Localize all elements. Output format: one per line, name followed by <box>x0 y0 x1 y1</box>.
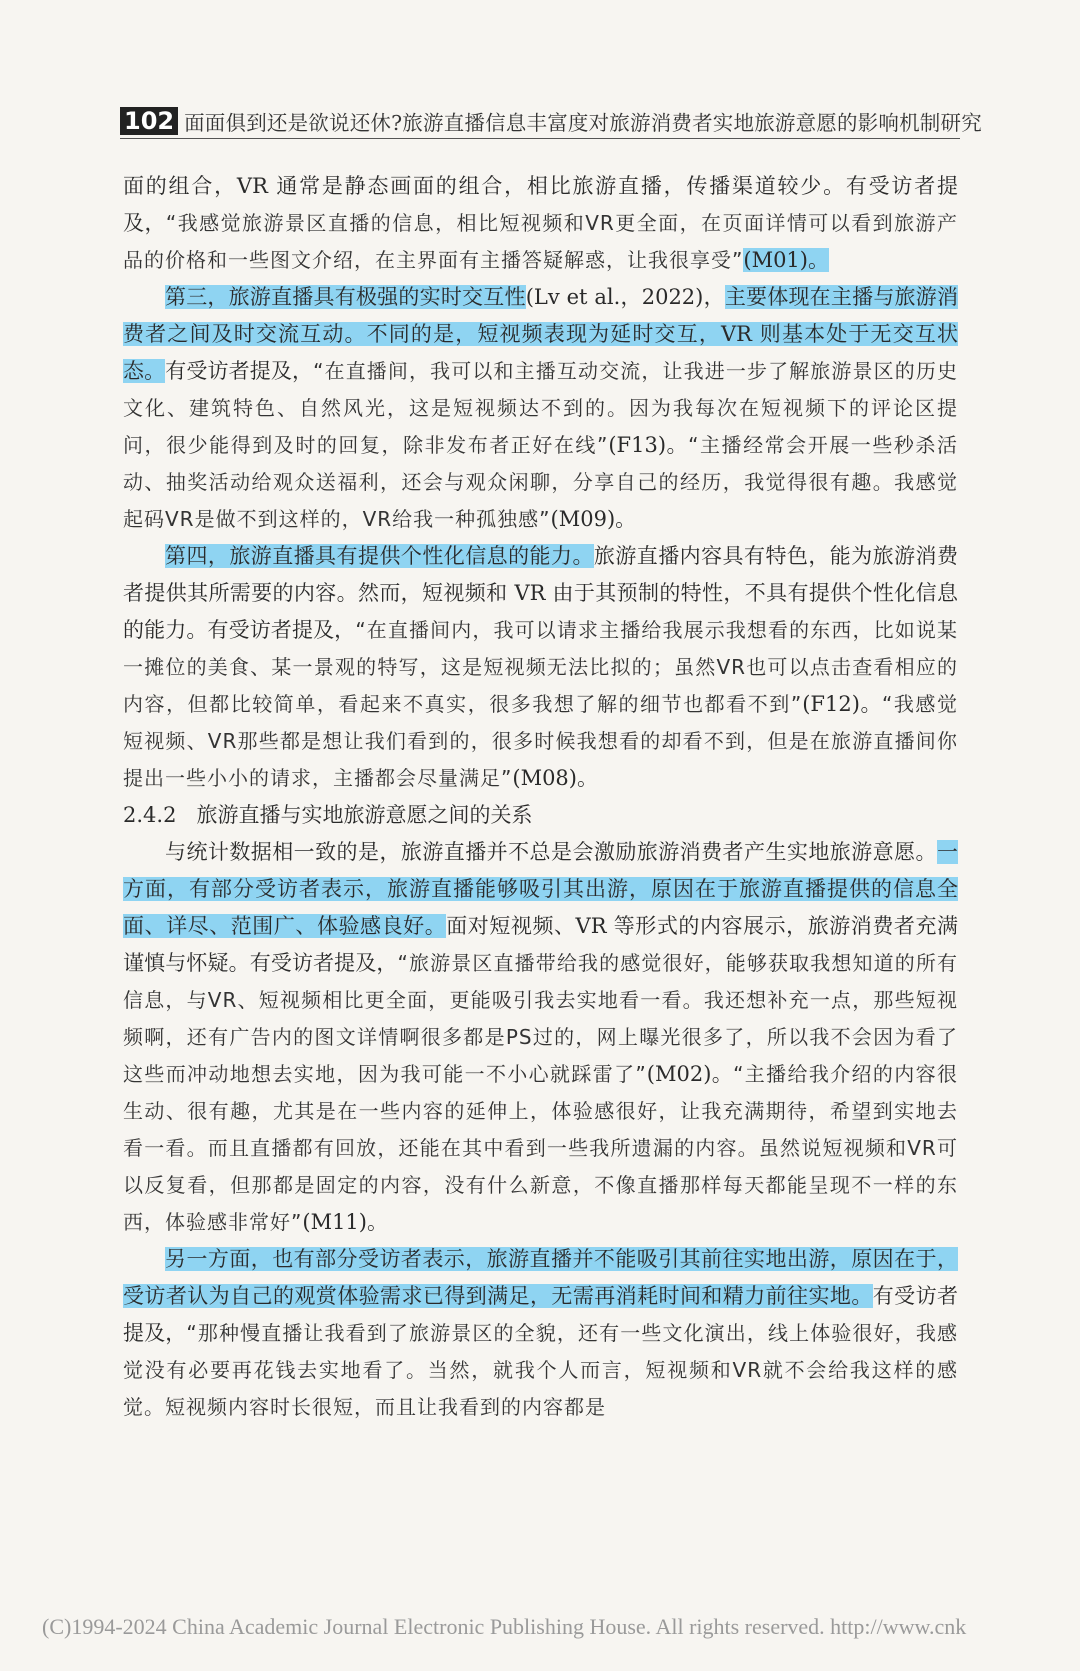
running-title: 面面俱到还是欲说还休?旅游直播信息丰富度对旅游消费者实地旅游意愿的影响机制研究 <box>184 111 982 135</box>
running-header <box>120 104 982 139</box>
highlight: 第三，旅游直播具有极强的实时交互性 <box>165 285 526 309</box>
text: (M02)。 <box>646 1062 734 1086</box>
highlight: 。 <box>808 248 829 272</box>
section-number: 2.4.2 <box>123 803 177 827</box>
page-number: 102 <box>120 107 178 135</box>
article-body <box>123 168 958 1426</box>
text: (F13)。 <box>608 433 689 457</box>
text: (M11)。 <box>302 1210 388 1234</box>
highlight: 一方面，有部分受访者表示， <box>123 840 958 901</box>
interview-quote: “我感觉短视频、VR那些都是想让我们看到的，很多时候我想看的却看不到，但是在旅游直播间你提出一些小小的请求，主播都会尽量满足” <box>123 692 958 790</box>
paragraph-5 <box>123 1241 958 1426</box>
text: 旅游直播内容具有特色，能为旅游消费者提供其所需要的内容。然而，短视频和 VR 由于其预制的特性，不具有提供个性化信息的能力。有受访者提及， <box>123 544 959 642</box>
copyright-footer: (C)1994-2024 China Academic Journal Electronic Publishing House. All rights reserved. http://www.cnk <box>42 1614 967 1639</box>
highlight: (M01) <box>743 248 808 272</box>
highlight: 第四，旅游直播具有提供个性化信息的能力。 <box>165 544 594 568</box>
interview-quote: “我感觉旅游景区直播的信息，相比短视频和VR更全面，在页面详情可以看到旅游产品的价格和一些图文介绍，在主界面有主播答疑解惑，让我很享受” <box>123 211 958 272</box>
paragraph-4 <box>123 834 958 1241</box>
paragraph-1 <box>123 168 958 279</box>
text: (M08)。 <box>512 766 598 790</box>
paragraph-2 <box>123 279 958 538</box>
text: 有受访者提及， <box>123 1284 958 1345</box>
interview-quote: “在直播间，我可以和主播互动交流，让我进一步了解旅游景区的历史文化、建筑特色、自然风光，这是短视频达不到的。因为我每次在短视频下的评论区提问，很少能得到及时的回复，除非发布者正好在线” <box>123 359 959 457</box>
citation: (Lv et al.，2022)， <box>525 285 725 309</box>
highlight: 旅游直播能够吸引其出游，原因在于旅游直播提供的信息全面、详尽、范围广、体验感良好。 <box>123 877 958 938</box>
interview-quote: “那种慢直播让我看到了旅游景区的全貌，还有一些文化演出，线上体验很好，我感觉没有必要再花钱去实地看了。当然，就我个人而言，短视频和VR就不会给我这样的感觉。短视频内容时长很短，而且让我看到的内容都是 <box>123 1321 958 1419</box>
highlight: 主要体现在主播与旅游消费者之间及时交流互动。不同的是，短视频表现为延时交互，VR 则基本处于无交互状态。 <box>123 285 958 383</box>
text: 面对短视频、VR 等形式的内容展示，旅游消费者充满谨慎与怀疑。有受访者提及， <box>123 914 958 975</box>
section-heading <box>123 797 958 834</box>
text: 面的组合，VR 通常是静态画面的组合，相比旅游直播，传播渠道较少。有受访者提及， <box>123 174 958 235</box>
highlight: 另一方面，也有部分受访者表示，旅游直播并不能吸引其前往实地出游，原因在于，受访者认为自己的观赏体验需求已得到满足，无需再消耗时间和精力前往实地。 <box>123 1247 958 1308</box>
text: (F12)。 <box>802 692 882 716</box>
section-title: 旅游直播与实地旅游意愿之间的关系 <box>196 803 533 827</box>
text: (M09)。 <box>550 507 637 531</box>
text: 有受访者提及， <box>165 359 314 383</box>
interview-quote: “在直播间内，我可以请求主播给我展示我想看的东西，比如说某一摊位的美食、某一景观的特写，这是短视频无法比拟的；虽然VR也可以点击查看相应的内容，但都比较简单，看起来不真实，很多我想了解的细节也都看不到” <box>123 618 958 716</box>
paragraph-3 <box>123 538 958 797</box>
text: 与统计数据相一致的是，旅游直播并不总是会激励旅游消费者产生实地旅游意愿。 <box>165 840 937 864</box>
interview-quote: “主播经常会开展一些秒杀活动、抽奖活动给观众送福利，还会与观众闲聊，分享自己的经历，我觉得很有趣。我感觉起码VR是做不到这样的，VR给我一种孤独感” <box>123 433 958 531</box>
interview-quote: “主播给我介绍的内容很生动、很有趣，尤其是在一些内容的延伸上，体验感很好，让我充满期待，希望到实地去看一看。而且直播都有回放，还能在其中看到一些我所遗漏的内容。虽然说短视频和VR可以反复看，但那都是固定的内容，没有什么新意，不像直播那样每天都能呈现不一样的东西，体验感非常好” <box>123 1062 958 1234</box>
interview-quote: “旅游景区直播带给我的感觉很好，能够获取我想知道的所有信息，与VR、短视频相比更全面，更能吸引我去实地看一看。我还想补充一点，那些短视频啊，还有广告内的图文详情啊很多都是PS过的，网上曝光很多了，所以我不会因为看了这些而冲动地想去实地，因为我可能一不小心就踩雷了” <box>123 951 958 1086</box>
